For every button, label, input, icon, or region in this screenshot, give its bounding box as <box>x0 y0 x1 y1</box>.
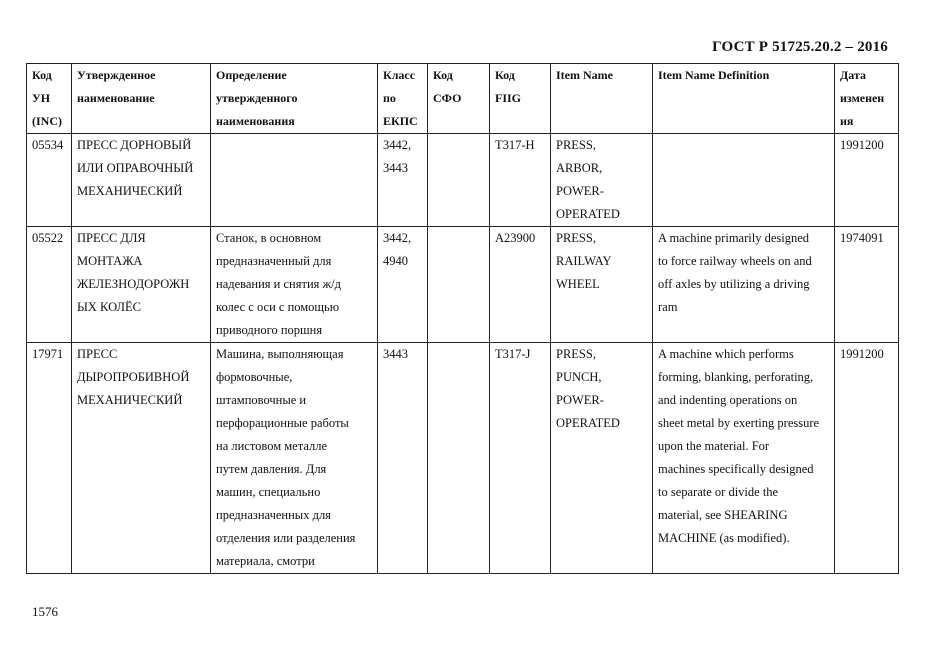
cell-item-name: PRESS, PUNCH, POWER- OPERATED <box>551 343 653 574</box>
column-header-item-name-definition: Item Name Definition <box>653 64 835 134</box>
cell-definition <box>211 134 378 227</box>
cell-change-date: 1991200 <box>835 343 899 574</box>
cell-inc: 05522 <box>27 227 72 343</box>
page-number: 1576 <box>32 604 58 619</box>
cell-sfo-code <box>428 227 490 343</box>
column-header-ekps-class: Класс по ЕКПС <box>378 64 428 134</box>
table-row <box>27 134 899 227</box>
cell-change-date: 1991200 <box>835 134 899 227</box>
cell-approved-name: ПРЕСС ДОРНОВЫЙ ИЛИ ОПРАВОЧНЫЙ МЕХАНИЧЕСКИЙ <box>72 134 211 227</box>
column-header-change-date: Дата изменен ия <box>835 64 899 134</box>
column-header-inc: Код УН (INC) <box>27 64 72 134</box>
table-header-row <box>27 64 899 134</box>
cell-inc: 17971 <box>27 343 72 574</box>
cell-fiig-code: T317-J <box>490 343 551 574</box>
cell-approved-name: ПРЕСС ДЛЯ МОНТАЖА ЖЕЛЕЗНОДОРОЖН ЫХ КОЛЁС <box>72 227 211 343</box>
cell-sfo-code <box>428 343 490 574</box>
cell-item-name: PRESS, ARBOR, POWER- OPERATED <box>551 134 653 227</box>
column-header-definition: Определение утвержденного наименования <box>211 64 378 134</box>
cell-ekps-class: 3442, 3443 <box>378 134 428 227</box>
cell-item-name: PRESS, RAILWAY WHEEL <box>551 227 653 343</box>
document-code: ГОСТ Р 51725.20.2 – 2016 <box>712 39 888 55</box>
cell-approved-name: ПРЕСС ДЫРОПРОБИВНОЙ МЕХАНИЧЕСКИЙ <box>72 343 211 574</box>
table-row <box>27 227 899 343</box>
cell-definition: Станок, в основном предназначенный для надевания и снятия ж/д колес с оси с помощью приводного поршня <box>211 227 378 343</box>
cell-item-name-definition: A machine primarily designed to force railway wheels on and off axles by utilizing a driving ram <box>653 227 835 343</box>
column-header-item-name: Item Name <box>551 64 653 134</box>
column-header-approved-name: Утвержденное наименование <box>72 64 211 134</box>
cell-fiig-code: T317-H <box>490 134 551 227</box>
cell-item-name-definition: A machine which performs forming, blanking, perforating, and indenting operations on sheet metal by exerting pressure upon the material. For machines specifically designed to separate or divide the material, see SHEARING MACHINE (as modified). <box>653 343 835 574</box>
cell-item-name-definition <box>653 134 835 227</box>
column-header-sfo-code: Код СФО <box>428 64 490 134</box>
column-header-fiig-code: Код FIIG <box>490 64 551 134</box>
cell-ekps-class: 3443 <box>378 343 428 574</box>
cell-change-date: 1974091 <box>835 227 899 343</box>
registry-table <box>26 63 899 574</box>
cell-ekps-class: 3442, 4940 <box>378 227 428 343</box>
cell-fiig-code: A23900 <box>490 227 551 343</box>
cell-definition: Машина, выполняющая формовочные, штамповочные и перфорационные работы на листовом металле путем давления. Для машин, специально предназначенных для отделения или разделения материала, смотри <box>211 343 378 574</box>
cell-inc: 05534 <box>27 134 72 227</box>
table-row <box>27 343 899 574</box>
cell-sfo-code <box>428 134 490 227</box>
